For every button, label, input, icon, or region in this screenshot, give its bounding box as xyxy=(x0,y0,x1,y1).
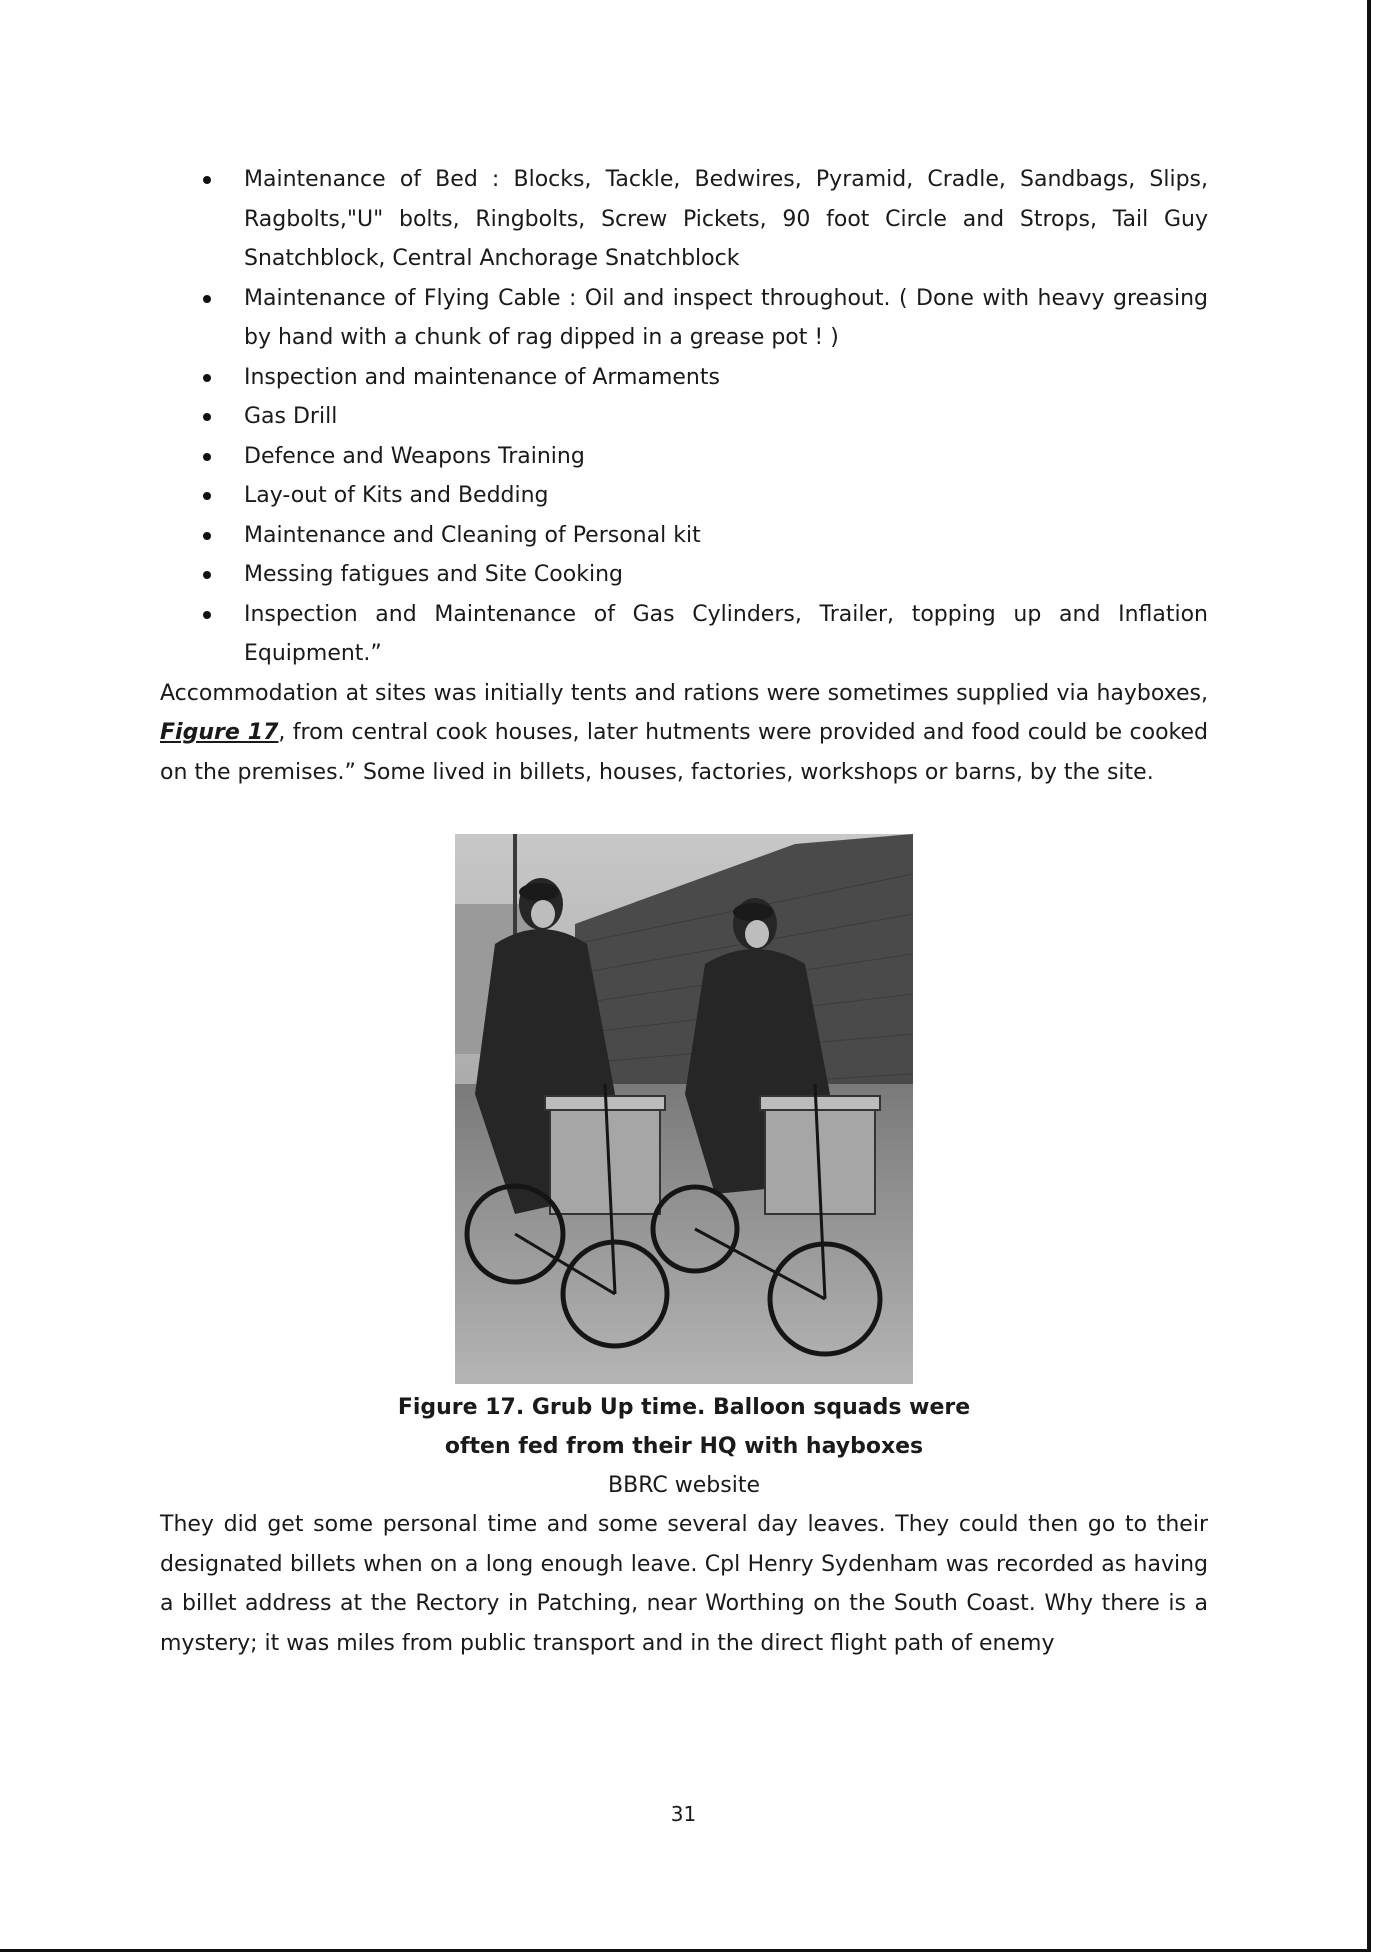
list-item xyxy=(160,476,1208,516)
figure-17-link[interactable]: Figure 17 xyxy=(160,720,279,745)
list-item-text: Inspection and Maintenance of Gas Cylinders, Trailer, topping up and Inflation Equipment.” xyxy=(244,601,1208,666)
bullet-icon xyxy=(203,532,211,540)
list-item-text: Maintenance of Flying Cable : Oil and inspect throughout. ( Done with heavy greasing by hand with a chunk of rag dipped in a grease pot ! ) xyxy=(244,285,1208,350)
bullet-icon xyxy=(203,611,211,619)
bullet-icon xyxy=(203,413,211,421)
bullet-icon xyxy=(203,492,211,500)
figure-source: BBRC website xyxy=(608,1473,760,1498)
bullet-icon xyxy=(203,571,211,579)
leave-paragraph: They did get some personal time and some several day leaves. They could then go to their designated billets when on a long enough leave. Cpl Henry Sydenham was recorded as having a billet address at the Rectory in Patching, near Worthing on the South Coast. Why there is a mystery; it was miles from public transport and in the direct flight path of enemy xyxy=(160,1512,1208,1656)
bullet-icon xyxy=(203,374,211,382)
list-item-text: Gas Drill xyxy=(244,404,338,429)
list-item xyxy=(160,437,1208,477)
page-content xyxy=(160,160,1208,1663)
paragraph-text: Accommodation at sites was initially tents and rations were sometimes supplied via hayboxes, xyxy=(160,680,1208,706)
photo-airmen-on-tricycles xyxy=(455,834,913,1384)
caption-line: often fed from their HQ with hayboxes xyxy=(444,1434,924,1459)
bullet-icon xyxy=(203,295,211,303)
list-item xyxy=(160,279,1208,358)
list-item xyxy=(160,555,1208,595)
list-item-text: Lay-out of Kits and Bedding xyxy=(244,483,549,508)
figure-caption xyxy=(160,1388,1208,1466)
duties-list xyxy=(160,160,1208,674)
list-item xyxy=(160,595,1208,674)
caption-line: Figure 17. Grub Up time. Balloon squads were xyxy=(397,1395,971,1420)
accommodation-paragraph xyxy=(160,674,1208,793)
bullet-icon xyxy=(203,453,211,461)
list-item-text: Maintenance and Cleaning of Personal kit xyxy=(244,522,701,548)
bullet-icon xyxy=(203,176,211,184)
list-item-text: Maintenance of Bed : Blocks, Tackle, Bedwires, Pyramid, Cradle, Sandbags, Slips, Ragbolts,"U" bolts, Ringbolts, Screw Pickets, 90 foot Circle and Strops, Tail Guy Snatchblock, Central Anchorage Snatchblock xyxy=(244,167,1208,271)
list-item-text: Messing fatigues and Site Cooking xyxy=(244,562,623,587)
list-item xyxy=(160,397,1208,437)
list-item xyxy=(160,358,1208,398)
paragraph-text: , from central cook houses, later hutments were provided and food could be cooked on the premises.” Some lived in billets, houses, factories, workshops or barns, by the site. xyxy=(160,720,1208,785)
page-number: 31 xyxy=(670,1802,697,1826)
list-item xyxy=(160,516,1208,556)
list-item xyxy=(160,160,1208,279)
list-item-text: Defence and Weapons Training xyxy=(244,443,585,469)
figure-17 xyxy=(160,834,1208,1505)
list-item-text: Inspection and maintenance of Armaments xyxy=(244,364,720,390)
